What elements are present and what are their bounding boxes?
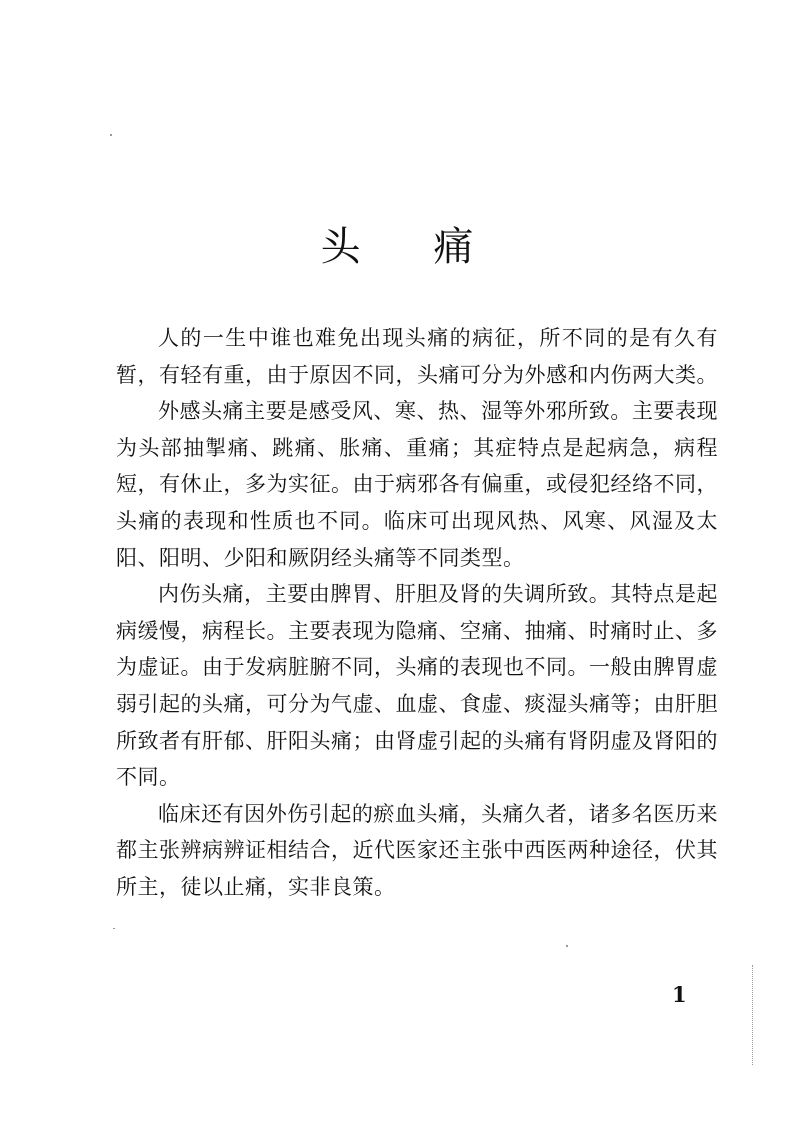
scan-speck [113,928,115,929]
paragraph-1: 人的一生中谁也难免出现头痛的病征，所不同的是有久有暂，有轻有重，由于原因不同，头痛可分为外感和内伤两大类。 [116,326,718,387]
page-number: 1 [672,982,687,1007]
scan-speck [566,945,568,947]
paragraph-4: 临床还有因外伤引起的瘀血头痛，头痛久者，诸多名医历来都主张辨病辨证相结合，近代医家还主张中西医两种途径，伏其所主，徒以止痛，实非良策。 [116,801,718,899]
scan-edge-line [752,965,754,1065]
paragraph-3: 内伤头痛，主要由脾胃、肝胆及肾的失调所致。其特点是起病缓慢，病程长。主要表现为隐痛、空痛、抽痛、时痛时止、多为虚证。由于发病脏腑不同，头痛的表现也不同。一般由脾胃虚弱引起的头痛，可分为气虚、血虚、食虚、痰湿头痛等；由肝胆所致者有肝郁、肝阳头痛；由肾虚引起的头痛有肾阴虚及肾阳的不同。 [116,582,718,790]
body-text [116,320,718,906]
scan-speck [110,134,112,136]
page-title: 头 痛 [320,224,504,270]
paragraph-2: 外感头痛主要是感受风、寒、热、湿等外邪所致。主要表现为头部抽掣痛、跳痛、胀痛、重痛；其症特点是起病急，病程短，有休止，多为实征。由于病邪各有偏重，或侵犯经络不同，头痛的表现和性质也不同。临床可出现风热、风寒、风湿及太阳、阳明、少阳和厥阴经头痛等不同类型。 [116,399,718,570]
